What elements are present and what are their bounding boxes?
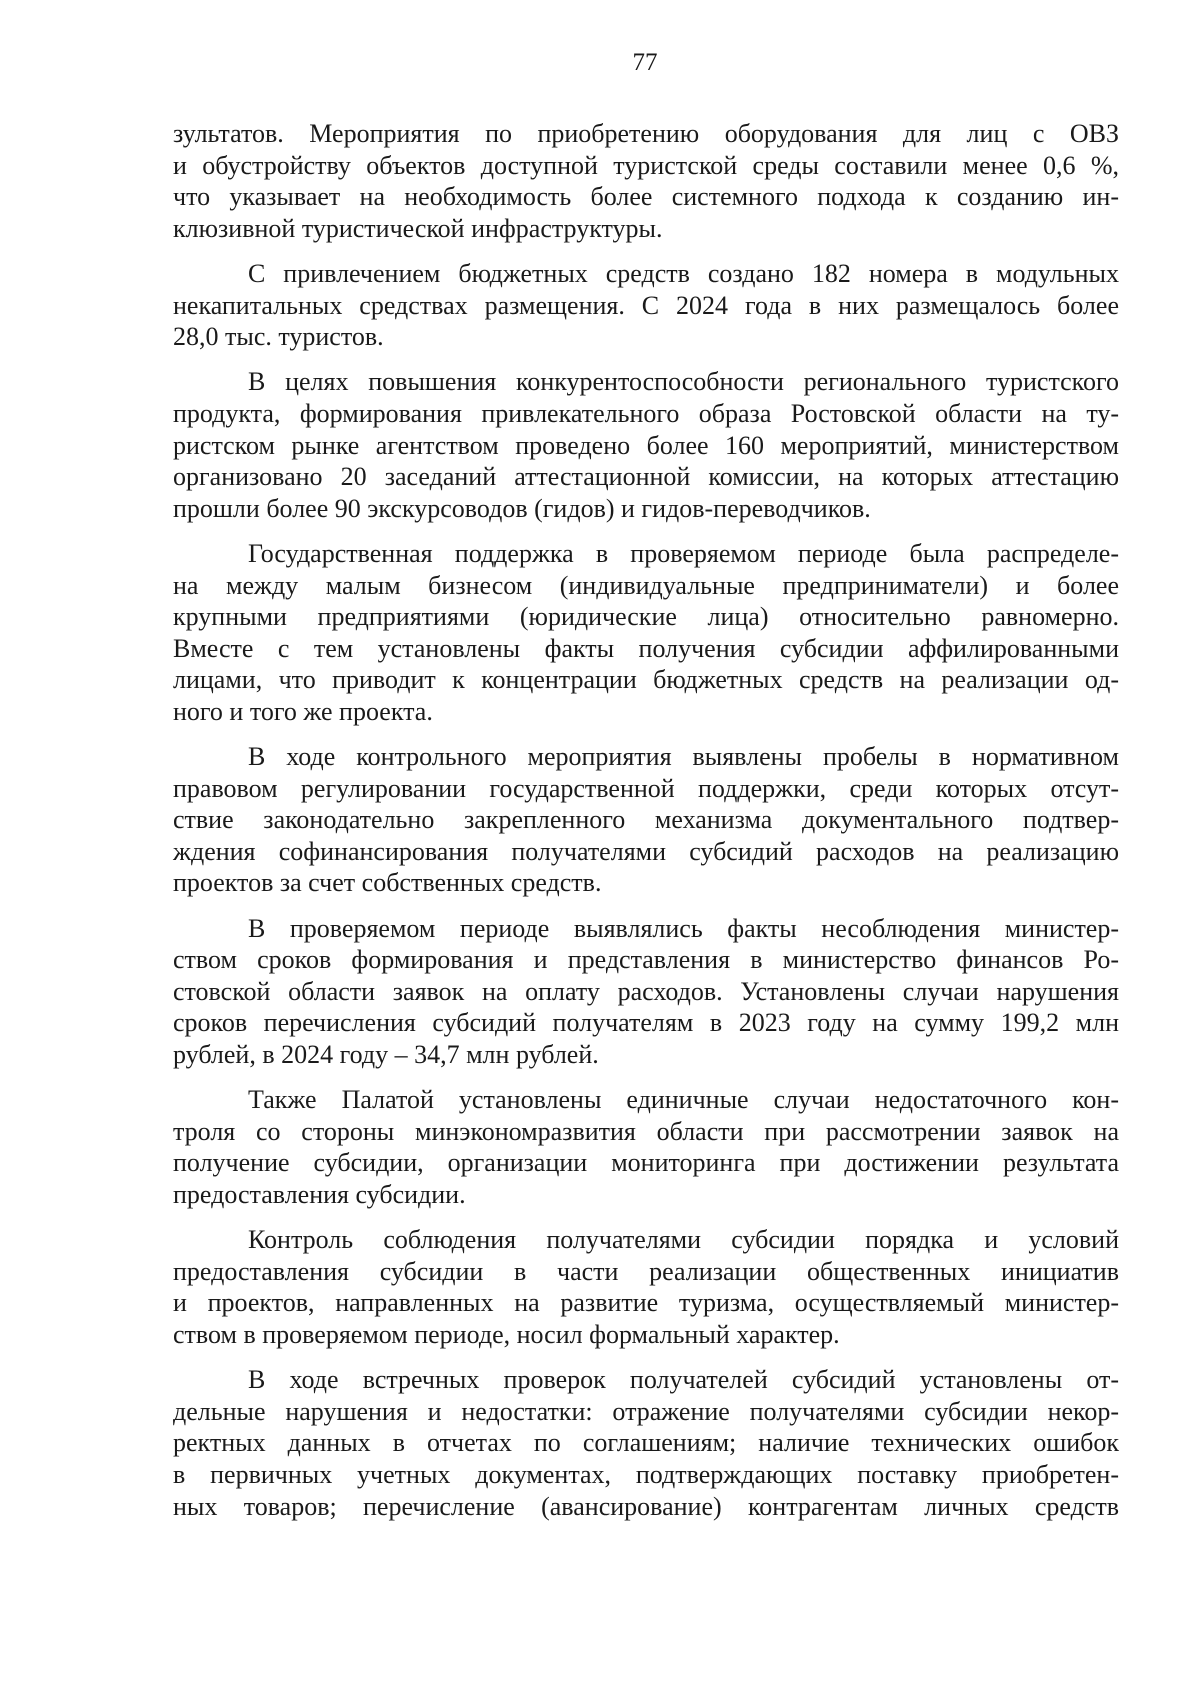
paragraph-line: некапитальных средствах размещения. С 2024 года в них размещалось более	[173, 290, 1119, 320]
paragraph-line: В ходе контрольного мероприятия выявлены пробелы в нормативном	[248, 742, 1119, 772]
paragraph	[173, 118, 1119, 244]
paragraph	[173, 1224, 1119, 1350]
paragraph-line: прошли более 90 экскурсоводов (гидов) и гидов-переводчиков.	[173, 493, 871, 523]
paragraph-line: ждения софинансирования получателями субсидий расходов на реализацию	[173, 836, 1119, 866]
paragraph-line: продукта, формирования привлекательного образа Ростовской области на ту-	[173, 398, 1119, 428]
paragraph	[173, 913, 1119, 1071]
paragraph-line: троля со стороны минэкономразвития области при рассмотрении заявок на	[173, 1116, 1119, 1146]
paragraph-line: стовской области заявок на оплату расходов. Установлены случаи нарушения	[173, 976, 1119, 1006]
paragraph-line: правовом регулировании государственной поддержки, среди которых отсут-	[173, 773, 1119, 803]
paragraph-line: сроков перечисления субсидий получателям в 2023 году на сумму 199,2 млн	[173, 1008, 1119, 1038]
paragraph-line: в первичных учетных документах, подтверждающих поставку приобретен-	[173, 1459, 1119, 1489]
paragraph	[173, 741, 1119, 899]
paragraph-line: Контроль соблюдения получателями субсидии порядка и условий	[248, 1225, 1119, 1255]
paragraph	[173, 1084, 1119, 1210]
paragraph-line: проектов за счет собственных средств.	[173, 868, 602, 898]
paragraph-line: клюзивной туристической инфраструктуры.	[173, 213, 663, 243]
paragraph	[173, 366, 1119, 524]
paragraph-line: и проектов, направленных на развитие туризма, осуществляемый министер-	[173, 1288, 1119, 1318]
paragraph-line: организовано 20 заседаний аттестационной комиссии, на которых аттестацию	[173, 462, 1119, 492]
paragraph-line: ристском рынке агентством проведено более 160 мероприятий, министерством	[173, 430, 1119, 460]
paragraph-line: ных товаров; перечисление (авансирование) контрагентам личных средств	[173, 1491, 1119, 1521]
paragraph	[173, 538, 1119, 728]
paragraph-line: ством в проверяемом периоде, носил формальный характер.	[173, 1319, 840, 1349]
paragraph-line: ректных данных в отчетах по соглашениям; наличие технических ошибок	[173, 1428, 1119, 1458]
paragraph-line: Также Палатой установлены единичные случаи недостаточного кон-	[248, 1085, 1119, 1115]
paragraph-line: что указывает на необходимость более системного подхода к созданию ин-	[173, 182, 1119, 212]
paragraph-line: зультатов. Мероприятия по приобретению оборудования для лиц с ОВЗ	[173, 119, 1119, 148]
paragraph-line: предоставления субсидии.	[173, 1179, 466, 1209]
paragraph-line: ством сроков формирования и представления в министерство финансов Ро-	[173, 945, 1119, 975]
paragraph-line: рублей, в 2024 году – 34,7 млн рублей.	[173, 1040, 599, 1069]
paragraph-line: ного и того же проекта.	[173, 696, 433, 726]
paragraph-line: С привлечением бюджетных средств создано 182 номера в модульных	[248, 258, 1119, 288]
paragraph-line: дельные нарушения и недостатки: отражение получателями субсидии некор-	[173, 1396, 1119, 1426]
paragraph-line: В целях повышения конкурентоспособности регионального туристского	[248, 367, 1119, 397]
paragraph-line: лицами, что приводит к концентрации бюджетных средств на реализации од-	[173, 665, 1119, 695]
paragraph-line: и обустройству объектов доступной туристской среды составили менее 0,6 %,	[173, 150, 1119, 180]
paragraph-line: В проверяемом периоде выявлялись факты несоблюдения министер-	[248, 913, 1119, 943]
paragraph-line: крупными предприятиями (юридические лица) относительно равномерно.	[173, 602, 1119, 632]
page-number: 77	[632, 49, 658, 76]
paragraph-line: на между малым бизнесом (индивидуальные предприниматели) и более	[173, 570, 1119, 600]
paragraph	[173, 258, 1119, 353]
paragraph-line: В ходе встречных проверок получателей субсидий установлены от-	[248, 1365, 1119, 1395]
document-body	[173, 118, 1119, 1536]
paragraph-line: Государственная поддержка в проверяемом периоде была распределе-	[248, 538, 1119, 568]
paragraph-line: Вместе с тем установлены факты получения субсидии аффилированными	[173, 633, 1119, 663]
paragraph	[173, 1364, 1119, 1522]
paragraph-line: предоставления субсидии в части реализации общественных инициатив	[173, 1256, 1119, 1286]
paragraph-line: ствие законодательно закрепленного механизма документального подтвер-	[173, 805, 1119, 835]
paragraph-line: получение субсидии, организации мониторинга при достижении результата	[173, 1148, 1119, 1178]
paragraph-line: 28,0 тыс. туристов.	[173, 322, 384, 352]
